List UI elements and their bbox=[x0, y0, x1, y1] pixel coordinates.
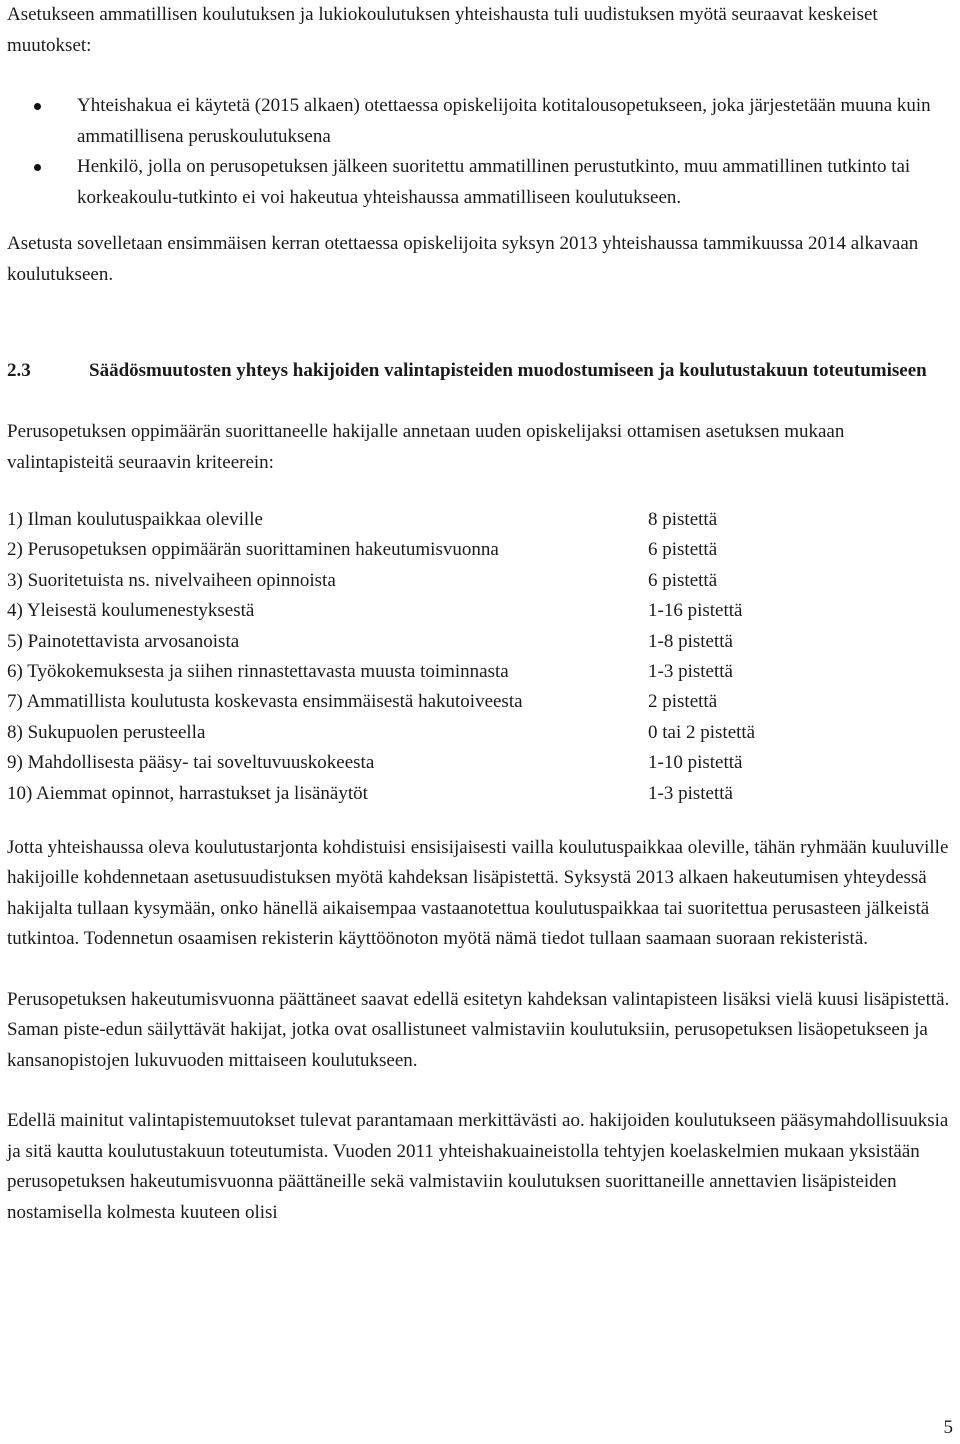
changes-list bbox=[7, 91, 953, 213]
criteria-points: 1-10 pistettä bbox=[648, 752, 743, 774]
criteria-points: 0 tai 2 pistettä bbox=[648, 721, 756, 743]
criteria-intro: Perusopetuksen oppimäärän suorittaneelle hakijalle annetaan uuden opiskelijaksi ottamisen asetuksen mukaan valintapisteitä seuraavin kriteerein: bbox=[7, 421, 845, 473]
section-number: 2.3 bbox=[7, 360, 31, 381]
criteria-label: 5) Painotettavista arvosanoista bbox=[7, 630, 240, 652]
criteria-points: 8 pistettä bbox=[648, 509, 718, 530]
table-row bbox=[7, 566, 953, 596]
criteria-label: 3) Suoritetuista ns. nivelvaiheen opinnoista bbox=[7, 569, 336, 591]
criteria-label: 1) Ilman koulutuspaikkaa oleville bbox=[7, 509, 263, 530]
criteria-label: 6) Työkokemuksesta ja siihen rinnastettavasta muusta toiminnasta bbox=[7, 660, 509, 682]
section-title: Säädösmuutosten yhteys hakijoiden valintapisteiden muodostumiseen ja koulutustakuun toteutumiseen bbox=[89, 360, 927, 381]
table-row bbox=[7, 596, 953, 626]
table-row bbox=[7, 748, 953, 778]
table-row bbox=[7, 535, 953, 565]
criteria-points: 1-8 pistettä bbox=[648, 630, 733, 652]
criteria-label: 10) Aiemmat opinnot, harrastukset ja lisänäytöt bbox=[7, 782, 368, 804]
body-paragraph-1: Jotta yhteishaussa oleva koulutustarjonta kohdistuisi ensisijaisesti vailla koulutuspaikkaa oleville, tähän ryhmään kuuluville hakijoille kohdennetaan asetusuudistuksen myötä kahdeksan lisäpistettä. Syksystä 2013 alkaen hakeutumisen yhteydessä hakijalta tullaan kysymään, onko hänellä aikaisempaa vastaanotettua koulutuspaikkaa tai suoritettua perusasteen jälkeistä tutkintoa. Todennetun osaamisen rekisterin käyttöönoton myötä nämä tiedot tullaan saamaan suoraan rekisteristä. bbox=[7, 836, 949, 950]
criteria-label: 8) Sukupuolen perusteella bbox=[7, 721, 206, 743]
criteria-points: 1-3 pistettä bbox=[648, 782, 733, 804]
section-heading bbox=[7, 356, 953, 385]
list-item bbox=[7, 91, 953, 152]
intro-paragraph: Asetukseen ammatillisen koulutuksen ja lukiokoulutuksen yhteishausta tuli uudistuksen myötä seuraavat keskeiset muutokset: bbox=[7, 4, 878, 56]
page-number: 5 bbox=[943, 1417, 953, 1438]
table-row bbox=[7, 687, 953, 717]
criteria-label: 7) Ammatillista koulutusta koskevasta ensimmäisestä hakutoiveesta bbox=[7, 691, 523, 713]
criteria-points: 1-3 pistettä bbox=[648, 660, 733, 682]
table-row bbox=[7, 779, 953, 809]
criteria-points: 2 pistettä bbox=[648, 691, 718, 713]
bullet-icon bbox=[34, 103, 41, 110]
applies-paragraph: Asetusta sovelletaan ensimmäisen kerran otettaessa opiskelijoita syksyn 2013 yhteishaussa tammikuussa 2014 alkavaan koulutukseen. bbox=[7, 233, 919, 285]
list-item bbox=[7, 152, 953, 213]
criteria-points: 1-16 pistettä bbox=[648, 600, 743, 622]
list-item-text: Yhteishakua ei käytetä (2015 alkaen) otettaessa opiskelijoita kotitalousopetukseen, joka järjestetään muuna kuin ammatillisena peruskoulutuksena bbox=[77, 95, 931, 147]
criteria-label: 2) Perusopetuksen oppimäärän suorittaminen hakeutumisvuonna bbox=[7, 539, 499, 561]
body-paragraph-2: Perusopetuksen hakeutumisvuonna päättäneet saavat edellä esitetyn kahdeksan valintapisteen lisäksi vielä kuusi lisäpistettä. Saman piste-edun säilyttävät hakijat, jotka ovat osallistuneet valmistaviin koulutuksiin, perusopetuksen lisäopetukseen ja kansanopistojen lukuvuoden mittaiseen koulutukseen. bbox=[7, 988, 950, 1071]
criteria-points: 6 pistettä bbox=[648, 569, 718, 591]
table-row bbox=[7, 657, 953, 687]
criteria-points: 6 pistettä bbox=[648, 539, 718, 561]
criteria-label: 4) Yleisestä koulumenestyksestä bbox=[7, 600, 255, 622]
body-paragraph-3: Edellä mainitut valintapistemuutokset tulevat parantamaan merkittävästi ao. hakijoiden koulutukseen pääsymahdollisuuksia ja sitä kautta koulutustakuun toteutumista. Vuoden 2011 yhteishakuaineistolla tehtyjen koelaskelmien mukaan yksistään perusopetuksen hakeutumisvuonna päättäneille sekä valmistaviin koulutuksen suorittaneille annettavien lisäpisteiden nostamisella kolmesta kuuteen olisi bbox=[7, 1110, 949, 1223]
table-row bbox=[7, 505, 953, 535]
criteria-label: 9) Mahdollisesta pääsy- tai soveltuvuuskokeesta bbox=[7, 752, 375, 774]
document-page bbox=[7, 0, 953, 1228]
list-item-text: Henkilö, jolla on perusopetuksen jälkeen suoritettu ammatillinen perustutkinto, muu ammatillinen tutkinto tai korkeakoulu-tutkinto ei voi hakeutua yhteishaussa ammatilliseen koulutukseen. bbox=[77, 156, 911, 208]
criteria-table bbox=[7, 505, 953, 809]
table-row bbox=[7, 627, 953, 657]
table-row bbox=[7, 718, 953, 748]
bullet-icon bbox=[34, 164, 41, 171]
